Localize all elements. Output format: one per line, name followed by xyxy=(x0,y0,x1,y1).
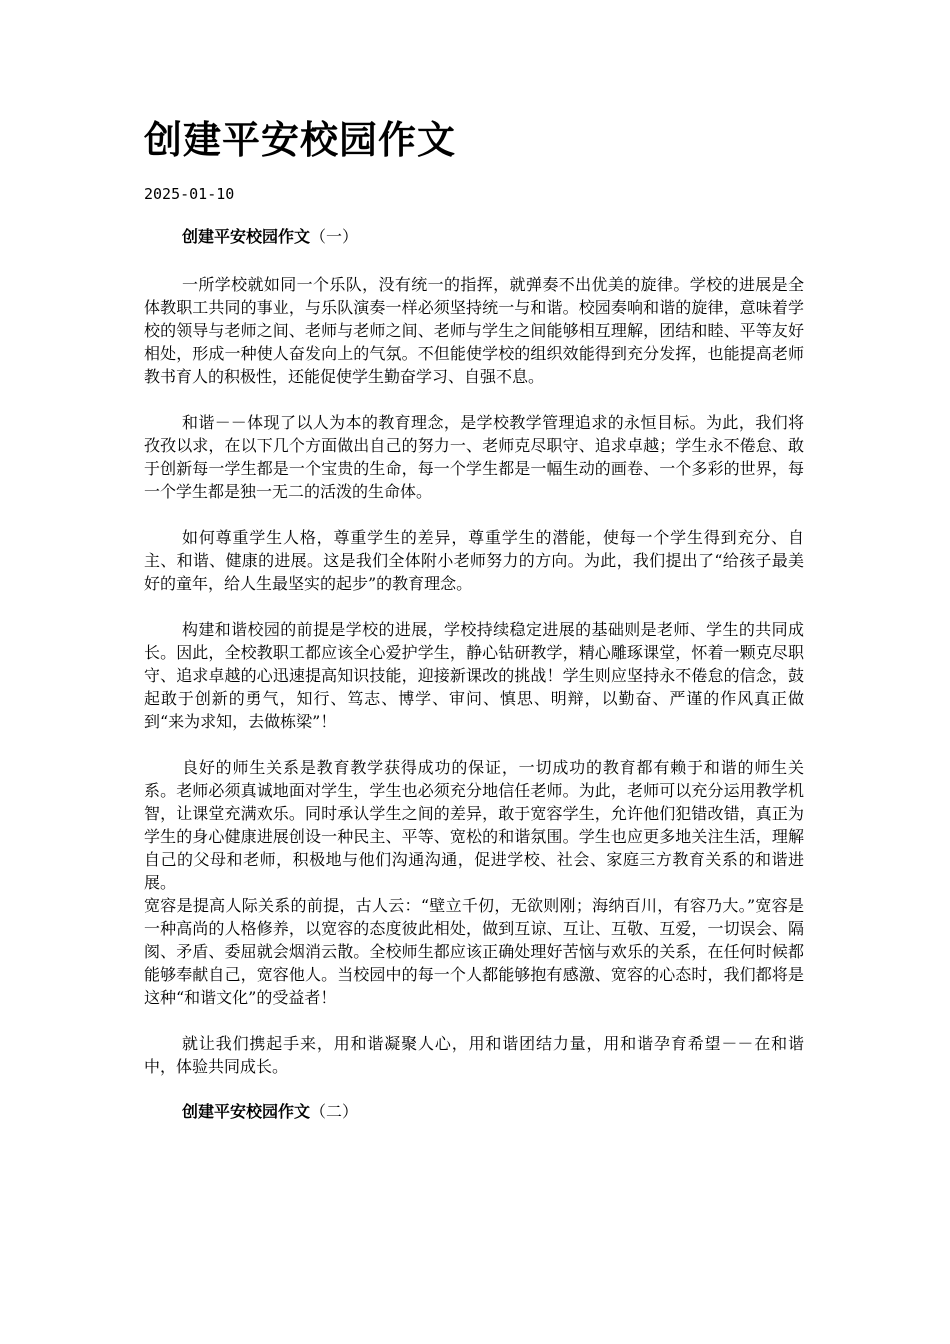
section-heading-2-title: 创建平安校园作文 xyxy=(182,1102,311,1121)
paragraph: 和谐－－体现了以人为本的教育理念，是学校教学管理追求的永恒目标。为此，我们将孜孜以求，在以下几个方面做出自己的努力一、老师克尽职守、追求卓越；学生永不倦怠、敢于创新每一学生都是一个宝贵的生命，每一个学生都是一幅生动的画卷、一个多彩的世界，每一个学生都是独一无二的活泼的生命体。 xyxy=(144,413,804,501)
paragraph: 构建和谐校园的前提是学校的进展，学校持续稳定进展的基础则是老师、学生的共同成长。因此，全校教职工都应该全心爱护学生，静心钻研教学，精心雕琢课堂，怀着一颗克尽职守、追求卓越的心迅速提高知识技能，迎接新课改的挑战！学生则应坚持永不倦怠的信念，鼓起敢于创新的勇气，知行、笃志、博学、审问、慎思、明辩，以勤奋、严谨的作风真正做到“来为求知，去做栋梁”！ xyxy=(144,620,804,731)
paragraph: 宽容是提高人际关系的前提，古人云：“壁立千仞，无欲则刚；海纳百川，有容乃大。”宽容是一种高尚的人格修养，以宽容的态度彼此相处，做到互谅、互让、互敬、互爱，一切误会、隔阂、矛盾、委屈就会烟消云散。全校师生都应该正确处理好苦恼与欢乐的关系，在任何时候都能够奉献自己，宽容他人。当校园中的每一个人都能够抱有感激、宽容的心态时，我们都将是这种“和谐文化”的受益者！ xyxy=(144,896,804,1007)
paragraph: 良好的师生关系是教育教学获得成功的保证，一切成功的教育都有赖于和谐的师生关系。老师必须真诚地面对学生，学生也必须充分地信任老师。为此，老师可以充分运用教学机智，让课堂充满欢乐。同时承认学生之间的差异，敢于宽容学生，允许他们犯错改错，真正为学生的身心健康进展创设一种民主、平等、宽松的和谐氛围。学生也应更多地关注生活，理解自己的父母和老师，积极地与他们沟通沟通，促进学校、社会、家庭三方教育关系的和谐进展。 xyxy=(144,758,804,892)
paragraph: 就让我们携起手来，用和谐凝聚人心，用和谐团结力量，用和谐孕育希望－－在和谐中，体验共同成长。 xyxy=(144,1034,804,1076)
paragraph: 一所学校就如同一个乐队，没有统一的指挥，就弹奏不出优美的旋律。学校的进展是全体教职工共同的事业，与乐队演奏一样必须坚持统一与和谐。校园奏响和谐的旋律，意味着学校的领导与老师之间、老师与老师之间、老师与学生之间能够相互理解，团结和睦、平等友好相处，形成一种使人奋发向上的气氛。不但能使学校的组织效能得到充分发挥，也能提高老师教书育人的积极性，还能促使学生勤奋学习、自强不息。 xyxy=(144,275,804,386)
section-heading-1-title: 创建平安校园作文 xyxy=(182,227,311,246)
section-heading-1-number: （一） xyxy=(310,227,359,246)
article-body xyxy=(144,226,804,1123)
section-heading-1 xyxy=(144,226,804,248)
publish-date: 2025-01-10 xyxy=(144,185,235,203)
document-title: 创建平安校园作文 xyxy=(144,117,457,162)
paragraph: 如何尊重学生人格，尊重学生的差异，尊重学生的潜能，使每一个学生得到充分、自主、和谐、健康的进展。这是我们全体附小老师努力的方向。为此，我们提出了“给孩子最美好的童年，给人生最坚实的起步”的教育理念。 xyxy=(144,528,804,593)
section-heading-2-number: （二） xyxy=(310,1102,359,1121)
section-heading-2 xyxy=(144,1101,804,1123)
